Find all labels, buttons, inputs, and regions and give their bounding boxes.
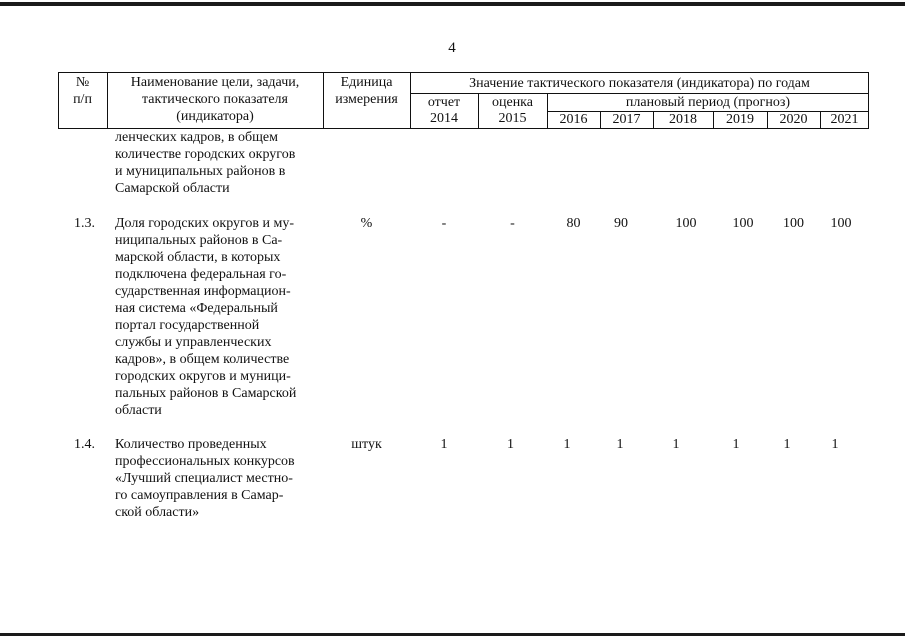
header-unit-label: Единица: [340, 75, 393, 90]
row-value-2015: -: [510, 216, 515, 231]
header-year: 2016: [559, 112, 588, 127]
row-name-line: марской области, в которых: [115, 250, 281, 265]
row-value-2016: 1: [563, 437, 571, 452]
row-name-line: Доля городских округов и му-: [115, 216, 295, 231]
page-number: 4: [448, 40, 456, 56]
top-border-rule: [0, 2, 905, 6]
row-value-2020: 1: [783, 437, 791, 452]
row-value-2021: 100: [830, 216, 852, 231]
header-num-label-2: п/п: [73, 92, 92, 107]
header-unit-label-2: измерения: [335, 92, 398, 107]
row-name-line: пальных районов в Самарской: [115, 386, 297, 401]
row-name-line: службы и управленческих: [115, 335, 272, 350]
row-name-line: кадров», в общем количестве: [115, 352, 290, 367]
header-name-label-2: тактического показателя: [142, 92, 288, 107]
row-name-line: «Лучший специалист местно-: [115, 471, 293, 486]
row-name-line: городских округов и муници-: [115, 369, 291, 384]
header-report-label: отчет: [427, 95, 461, 110]
header-planned-label: плановый период (прогноз): [625, 95, 791, 110]
row-value-2017: 90: [614, 216, 628, 231]
row-value-2016: 80: [566, 216, 581, 231]
row-value-2018: 100: [675, 216, 697, 231]
header-name-label: Наименование цели, задачи,: [130, 75, 300, 90]
row-name-line: и муниципальных районов в: [115, 164, 286, 179]
bottom-border-rule: [0, 633, 905, 636]
row-value-2019: 100: [732, 216, 754, 231]
row-value-2014: -: [441, 216, 447, 231]
row-name-line: ской области»: [115, 505, 200, 520]
header-estimate-label: оценка: [491, 95, 533, 110]
header-year: 2018: [669, 112, 697, 127]
row-number: 1.4.: [74, 437, 95, 452]
row-value-2021: 1: [831, 437, 839, 452]
row-name-line: ниципальных районов в Са-: [115, 233, 283, 248]
row-name-line: портал государственной: [115, 318, 260, 333]
row-name-line: сударственная информацион-: [115, 284, 291, 299]
row-name-line: Самарской области: [115, 181, 230, 196]
header-group-label: Значение тактического показателя (индикатора) по годам: [469, 76, 810, 91]
row-name-line: количестве городских округов: [115, 147, 296, 162]
row-name-line: го самоуправления в Самар-: [115, 488, 284, 503]
header-top-line: [58, 72, 869, 73]
row-value-2015: 1: [507, 437, 514, 452]
header-year: 2014: [430, 111, 458, 126]
row-value-2020: 100: [783, 216, 804, 231]
row-unit: штук: [351, 437, 382, 452]
header-year: 2019: [726, 112, 754, 127]
row-value-2019: 1: [732, 437, 740, 452]
row-name-line: области: [115, 403, 162, 418]
header-year: 2017: [612, 112, 641, 127]
row-value-2017: 1: [616, 437, 624, 452]
row-name-line: профессиональных конкурсов: [115, 454, 295, 469]
row-name-line: ленческих кадров, в общем: [115, 130, 278, 145]
row-value-2018: 1: [672, 437, 680, 452]
row-number: 1.3.: [74, 216, 95, 231]
row-name-line: подключена федеральная го-: [115, 267, 287, 282]
header-num-label: №: [75, 75, 90, 90]
header-year: 2021: [830, 112, 859, 127]
row-name-line: Количество проведенных: [115, 437, 267, 452]
row-name-line: ная система «Федеральный: [115, 301, 278, 316]
row-unit: %: [360, 216, 373, 231]
row-value-2014: 1: [440, 437, 448, 452]
header-year: 2020: [779, 112, 808, 127]
header-name-label-3: (индикатора): [176, 109, 254, 124]
header-year: 2015: [498, 111, 527, 126]
